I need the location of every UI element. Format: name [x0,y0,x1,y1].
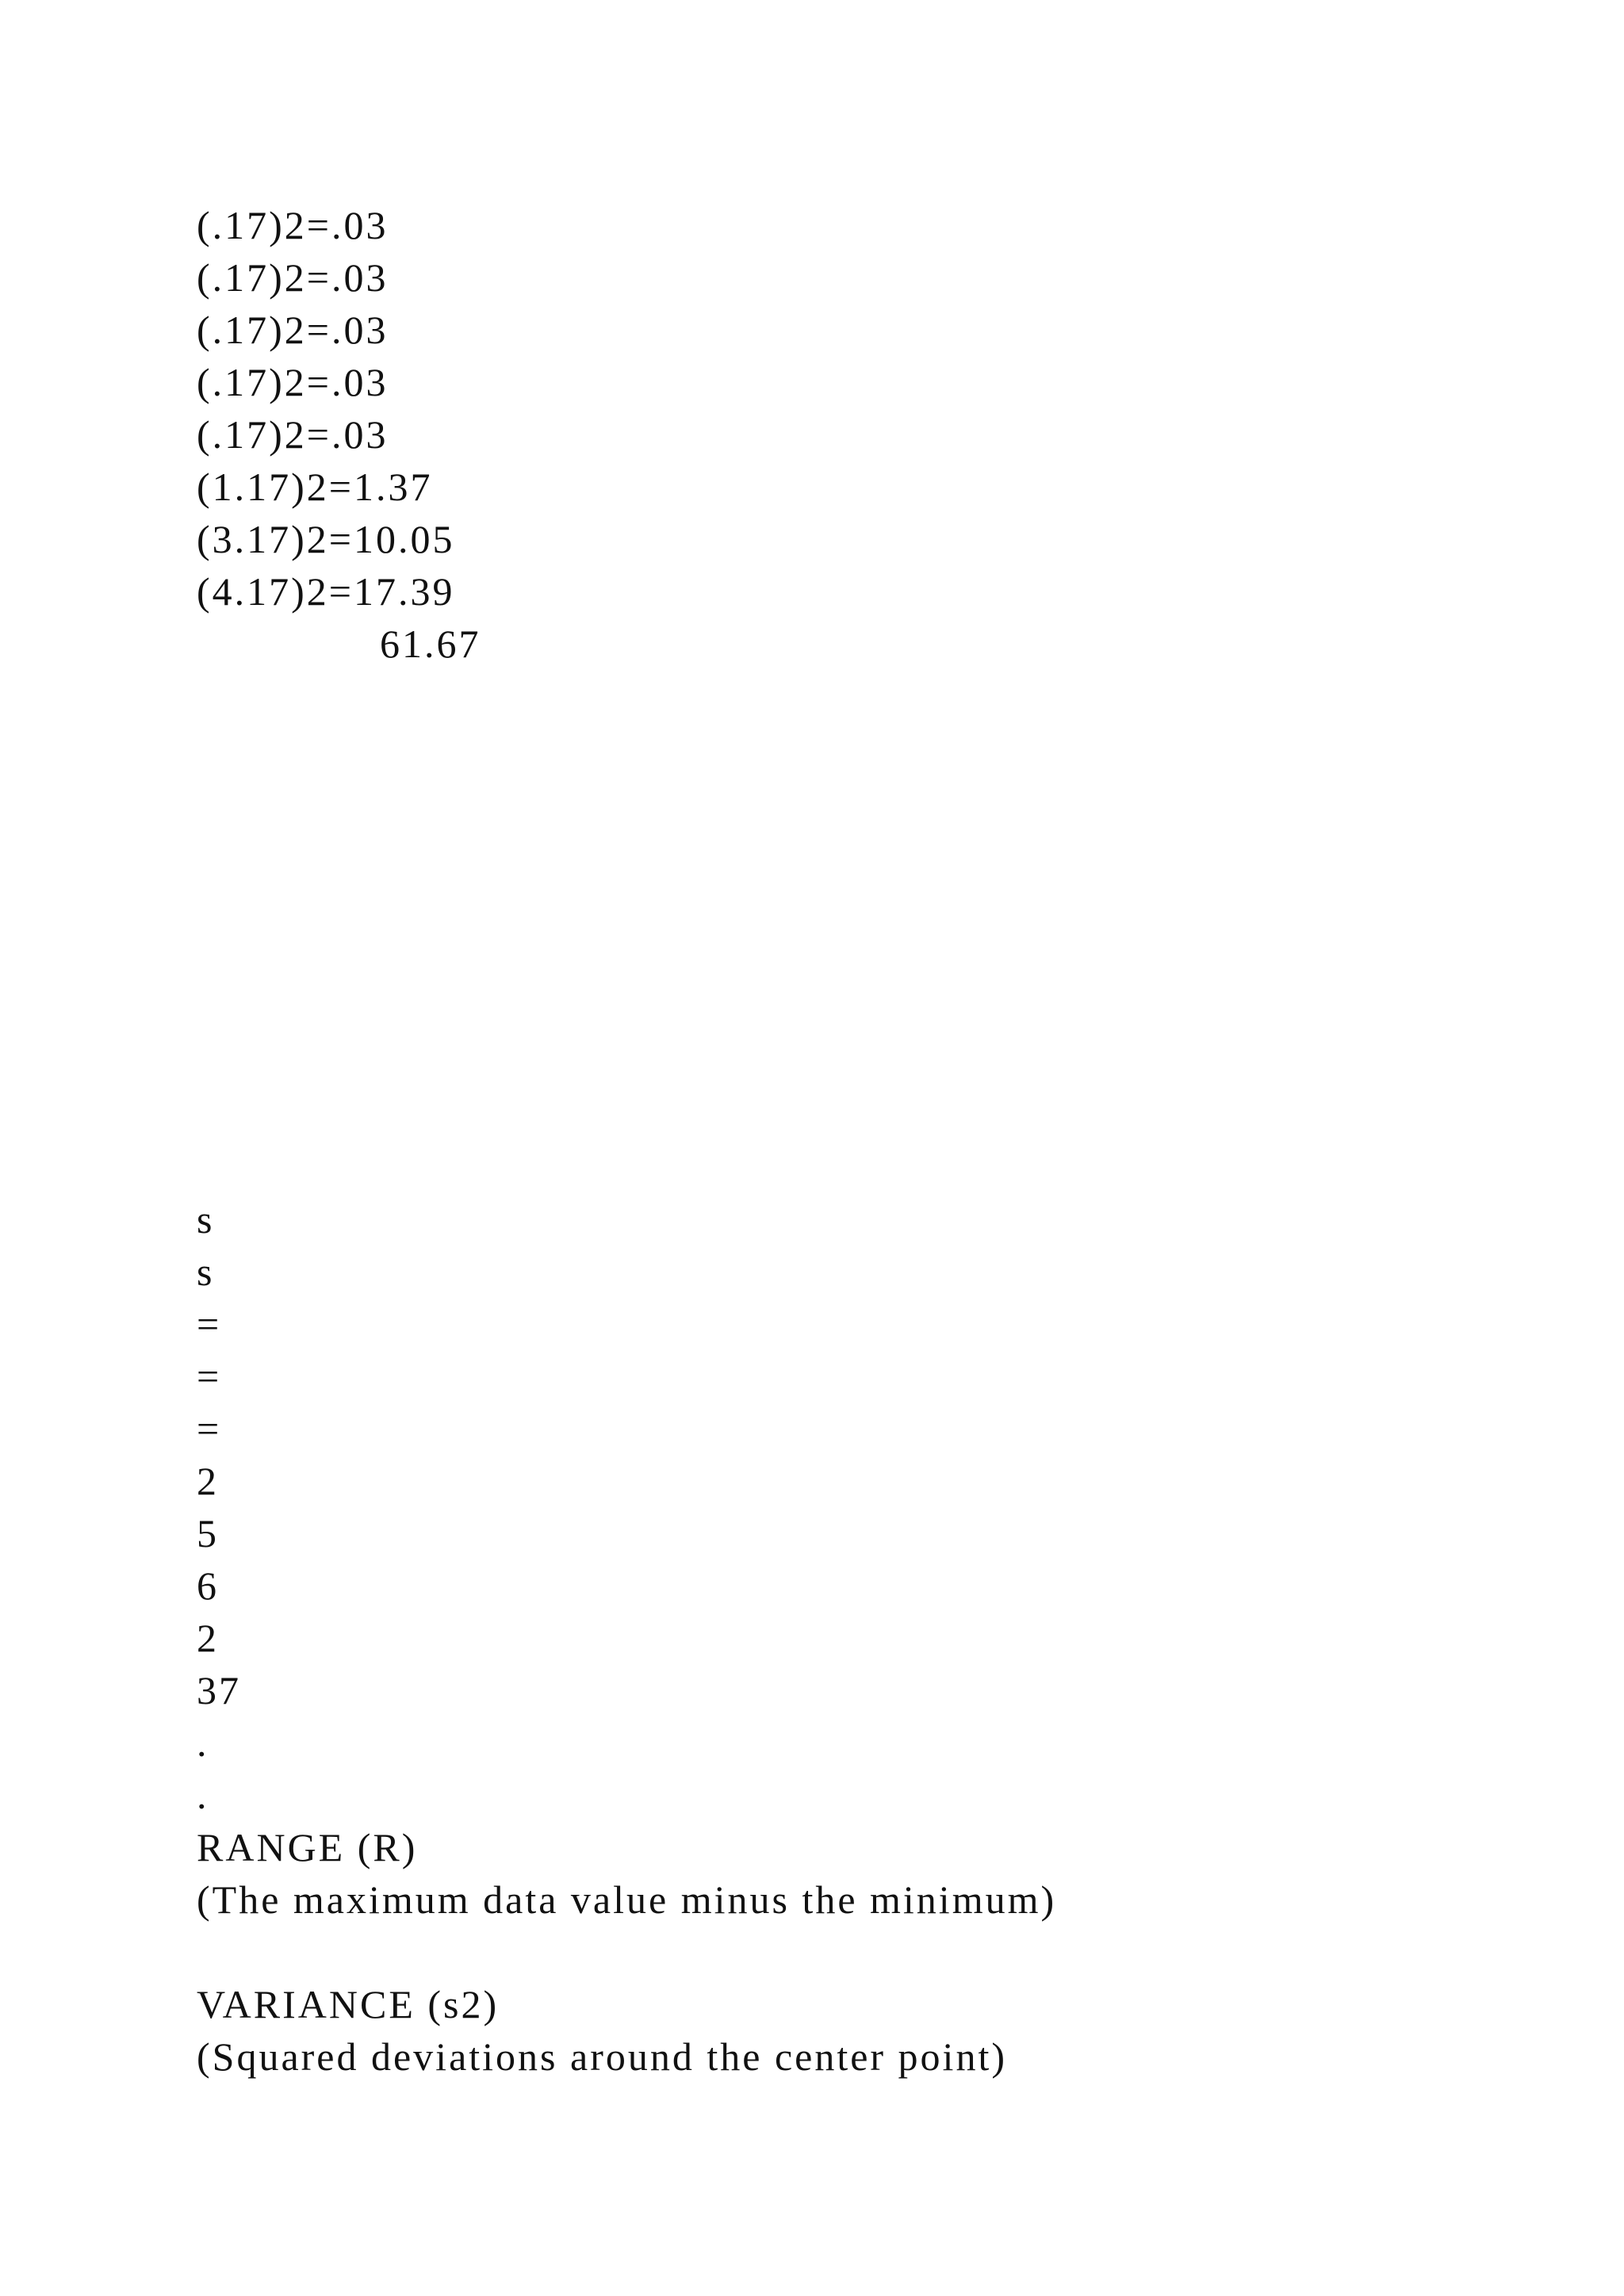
range-heading: RANGE (R) [197,1825,418,1869]
formula-fragment: 5 [197,1511,219,1556]
formula-fragment: 2 [197,1616,219,1660]
squared-deviation-line: (.17)2=.03 [197,203,389,247]
sum-total: 61.67 [380,622,481,666]
formula-fragment: = [197,1406,222,1451]
squared-deviation-line: (.17)2=.03 [197,412,389,457]
range-description: (The maximum data value minus the minimum) [197,1877,1057,1922]
variance-description: (Squared deviations around the center point) [197,2034,1007,2079]
formula-fragment: . [197,1773,209,1817]
formula-fragment: s [197,1249,215,1294]
formula-fragment: 6 [197,1563,219,1608]
formula-fragment: . [197,1720,209,1765]
formula-fragment: = [197,1354,222,1399]
squared-deviation-line: (.17)2=.03 [197,255,389,300]
formula-fragment: = [197,1302,222,1346]
squared-deviation-line: (1.17)2=1.37 [197,465,433,509]
squared-deviation-line: (.17)2=.03 [197,308,389,352]
formula-fragment: 37 [197,1668,241,1712]
formula-fragment: s [197,1197,215,1242]
squared-deviation-line: (4.17)2=17.39 [197,569,455,614]
variance-heading: VARIANCE (s2) [197,1982,500,2026]
formula-fragment: 2 [197,1459,219,1503]
squared-deviation-line: (.17)2=.03 [197,360,389,404]
squared-deviation-line: (3.17)2=10.05 [197,517,455,561]
